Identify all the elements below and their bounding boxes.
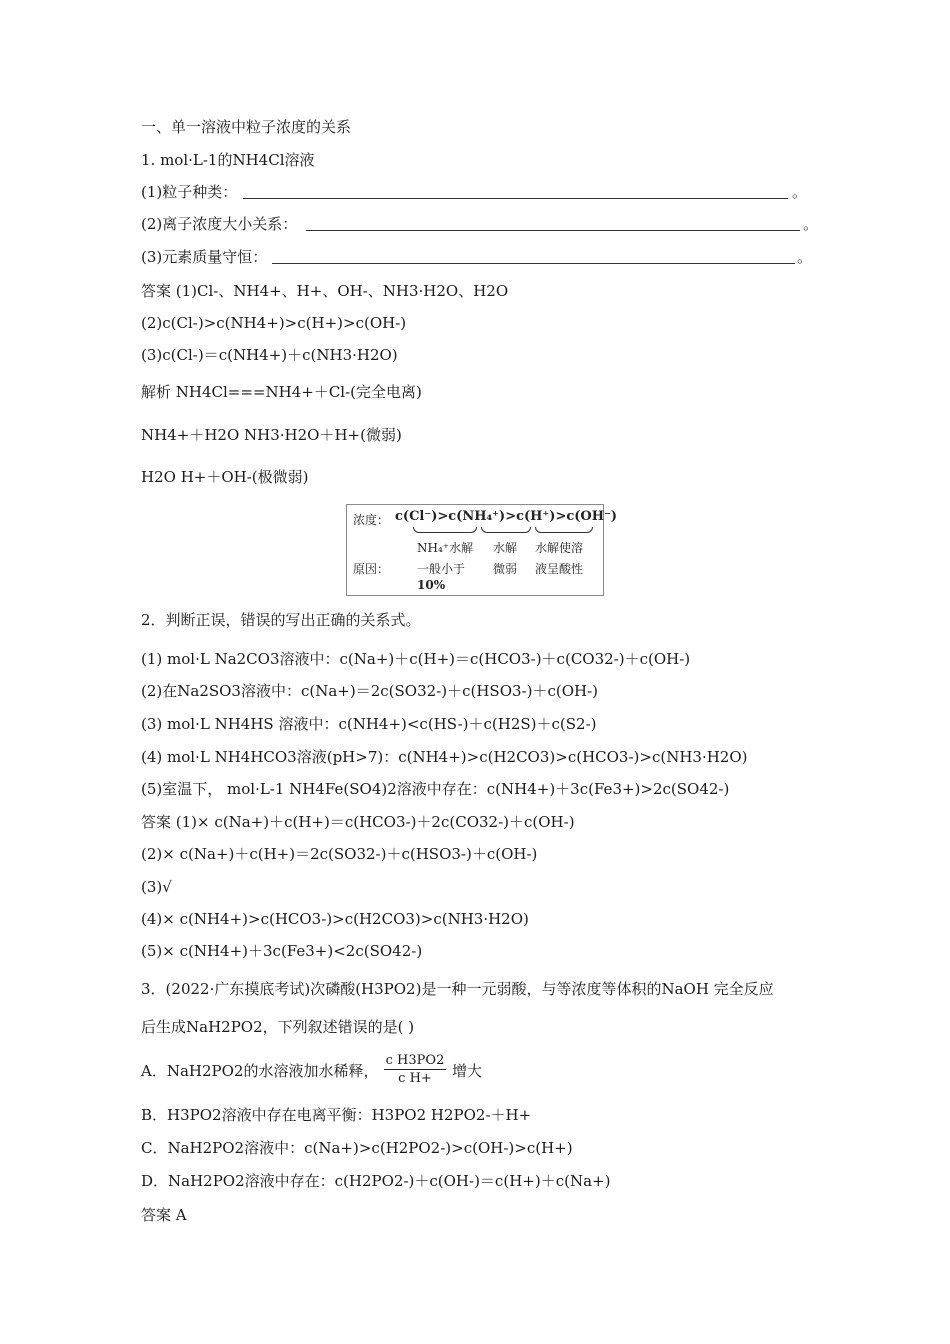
q1-sub1-end: 。 <box>792 183 808 201</box>
q3-stem-line2: 后生成NaH2PO2，下列叙述错误的是( ) <box>141 1018 415 1036</box>
q2-answer-5: (5)× c(NH4+)＋3c(Fe3+)<2c(SO42-) <box>141 942 423 960</box>
figure-reason1-line3: 10% <box>417 578 446 592</box>
figure-reason3-line2: 液呈酸性 <box>535 562 584 576</box>
figure-label-conc: 浓度： <box>353 513 390 527</box>
q1-sub3: (3)元素质量守恒： <box>141 248 268 266</box>
q1-sub2-blank[interactable] <box>306 230 800 231</box>
q1-analysis-1: 解析 NH4Cl===NH4+＋Cl-(完全电离) <box>141 383 422 401</box>
q3-option-d: D．NaH2PO2溶液中存在：c(H2PO2-)＋c(OH-)＝c(H+)＋c(Na+) <box>141 1172 611 1190</box>
fraction-numerator: c H3PO2 <box>385 1053 445 1068</box>
figure-formula: c(Cl⁻)>c(NH₄⁺)>c(H⁺)>c(OH⁻) <box>395 509 618 524</box>
q3-option-b: B．H3PO2溶液中存在电离平衡：H3PO2 H2PO2-＋H+ <box>141 1106 532 1124</box>
figure-brace-2 <box>481 527 531 533</box>
q2-item-1: (1) mol·L Na2CO3溶液中：c(Na+)＋c(H+)＝c(HCO3-)＋c(CO32-)＋c(OH-) <box>141 650 691 668</box>
q3-option-c: C．NaH2PO2溶液中：c(Na+)>c(H2PO2-)>c(OH-)>c(H+) <box>141 1139 573 1157</box>
q3-answer: 答案 A <box>141 1206 187 1224</box>
q2-answer-2: (2)× c(Na+)＋c(H+)＝2c(SO32-)＋c(HSO3-)＋c(OH-) <box>141 845 538 863</box>
section-heading: 一、单一溶液中粒子浓度的关系 <box>141 118 352 136</box>
q1-sub2-end: 。 <box>803 215 819 233</box>
figure-reason2-line2: 微弱 <box>493 562 518 576</box>
q3-stem-line1: 3．(2022·广东摸底考试)次磷酸(H3PO2)是一种一元弱酸，与等浓度等体积的NaOH 完全反应 <box>141 980 774 998</box>
q2-answer-3: (3)√ <box>141 878 172 896</box>
figure-brace-3 <box>535 527 593 533</box>
q3-option-a-fraction <box>384 1053 446 1086</box>
figure-label-reason: 原因： <box>353 562 390 576</box>
fraction-denominator: c H+ <box>398 1071 432 1086</box>
q1-analysis-2: NH4+＋H2O NH3·H2O＋H+(微弱) <box>141 426 402 444</box>
q3-option-a: A．NaH2PO2的水溶液加水稀释， <box>141 1062 379 1080</box>
q1-answer-2: (2)c(Cl-)>c(NH4+)>c(H+)>c(OH-) <box>141 314 407 332</box>
q2-answer-4: (4)× c(NH4+)>c(HCO3-)>c(H2CO3)>c(NH3·H2O) <box>141 910 529 928</box>
q2-item-3: (3) mol·L NH4HS 溶液中：c(NH4+)<c(HS-)＋c(H2S)＋c(S2-) <box>141 715 597 733</box>
q1-analysis-3: H2O H+＋OH-(极微弱) <box>141 468 309 486</box>
q2-item-2: (2)在Na2SO3溶液中：c(Na+)＝2c(SO32-)＋c(HSO3-)＋c(OH-) <box>141 682 599 700</box>
figure-reason1-line2: 一般小于 <box>417 562 466 576</box>
q1-sub3-blank[interactable] <box>272 263 795 264</box>
q1-answer-3: (3)c(Cl-)＝c(NH4+)＋c(NH3·H2O) <box>141 346 398 364</box>
figure-reason2-line1: 水解 <box>493 541 518 555</box>
figure-reason3-line1: 水解使溶 <box>535 541 584 555</box>
q1-stem: 1. mol·L-1的NH4Cl溶液 <box>141 151 315 169</box>
q2-stem: 2．判断正误，错误的写出正确的关系式。 <box>141 611 421 629</box>
q1-sub3-end: 。 <box>797 248 813 266</box>
q2-item-5: (5)室温下， mol·L-1 NH4Fe(SO4)2溶液中存在：c(NH4+)＋3c(Fe3+)>2c(SO42-) <box>141 780 730 798</box>
q1-sub1-blank[interactable] <box>243 198 788 199</box>
figure-brace-1 <box>413 527 477 533</box>
q1-answer-1: 答案 (1)Cl-、NH4+、H+、OH-、NH3·H2O、H2O <box>141 282 509 300</box>
q3-option-a-suffix: 增大 <box>452 1062 483 1080</box>
q1-sub1: (1)粒子种类： <box>141 183 238 201</box>
q2-answer-1: 答案 (1)× c(Na+)＋c(H+)＝c(HCO3-)＋2c(CO32-)＋c(OH-) <box>141 813 575 831</box>
q2-item-4: (4) mol·L NH4HCO3溶液(pH>7)：c(NH4+)>c(H2CO3)>c(HCO3-)>c(NH3·H2O) <box>141 748 748 766</box>
figure-reason1-line1: NH₄⁺水解 <box>417 541 474 555</box>
concentration-figure <box>346 504 618 596</box>
q1-sub2: (2)离子浓度大小关系： <box>141 215 298 233</box>
